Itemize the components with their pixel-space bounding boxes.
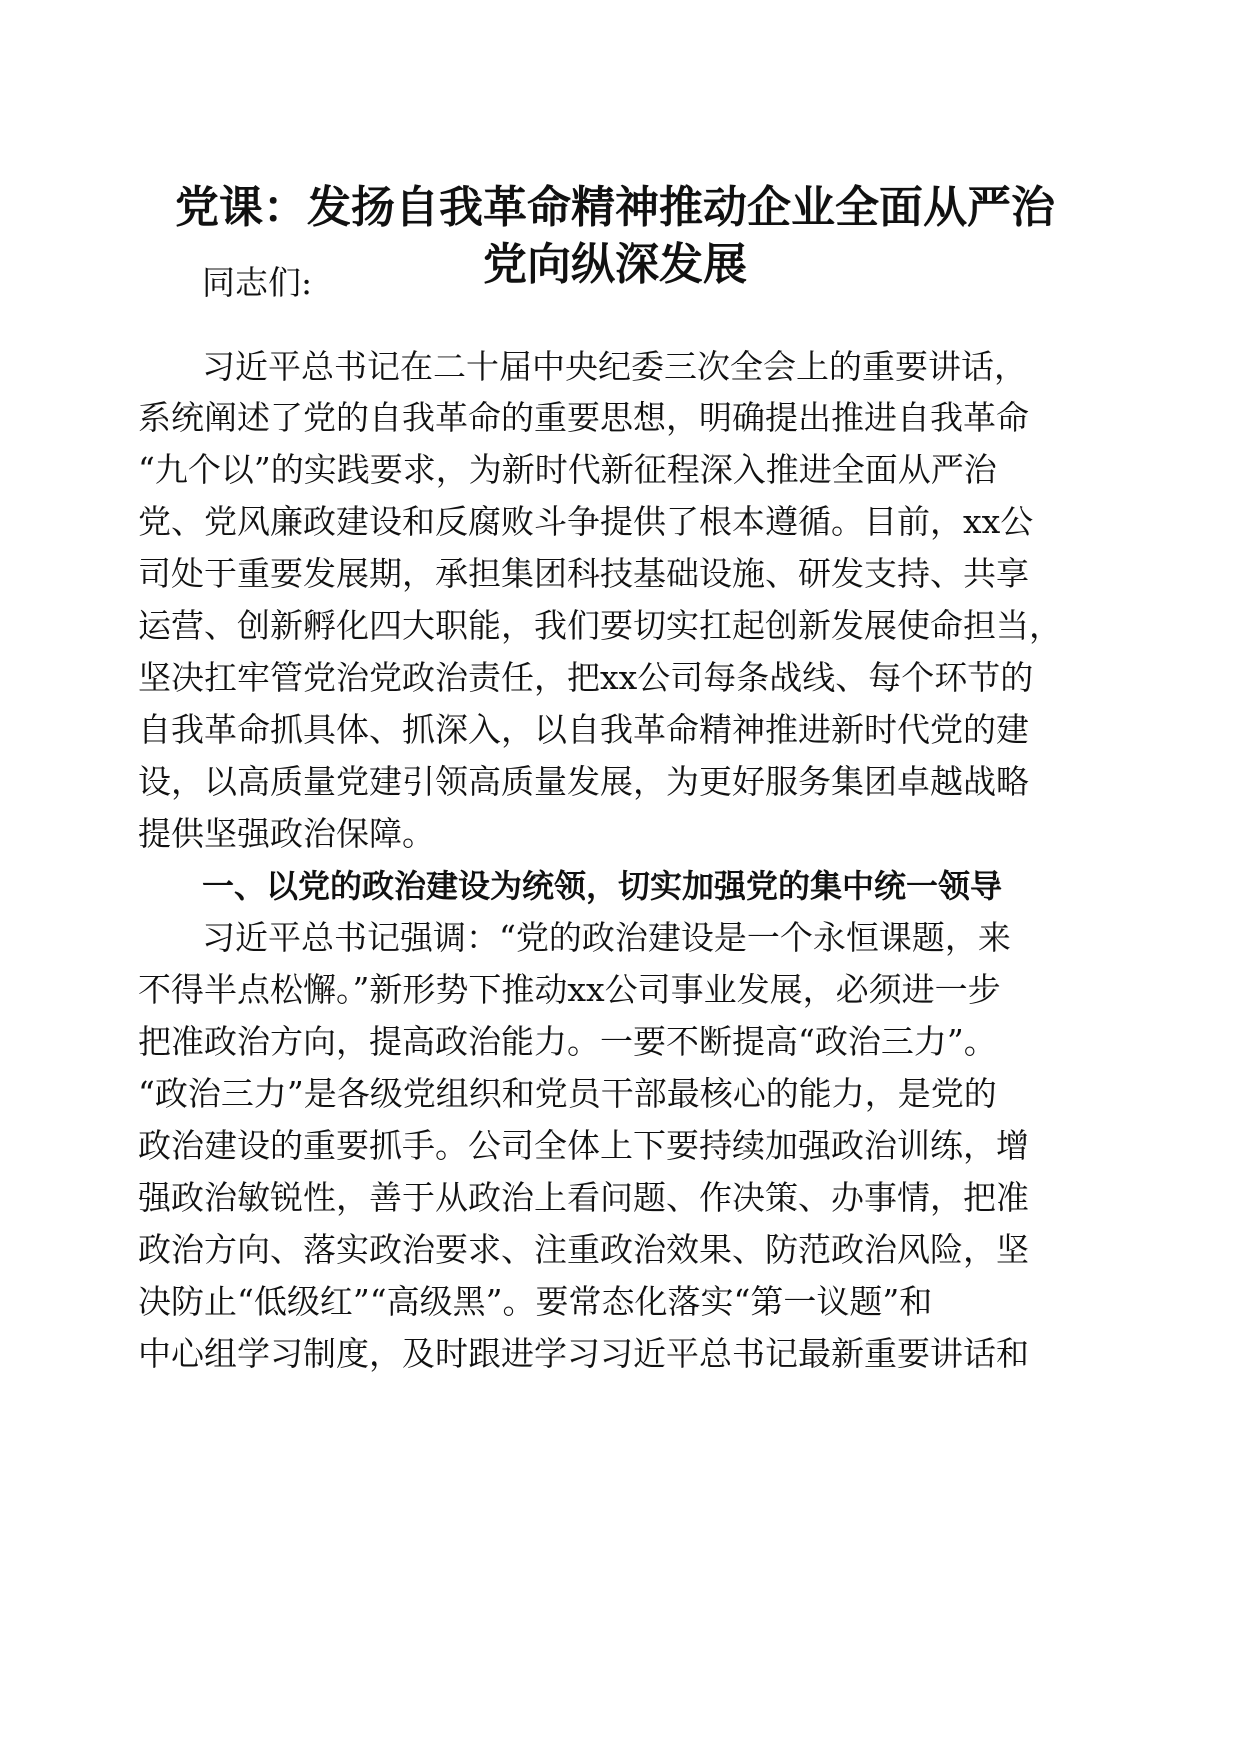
- salutation: 同志们:: [202, 263, 313, 302]
- body-line: 习近平总书记强调：“党的政治建设是一个永恒课题，来: [202, 918, 1011, 957]
- body-line: 决防止“低级红”“高级黑”。要常态化落实“第一议题”和: [138, 1282, 933, 1321]
- intro-line: 提供坚强政治保障。: [138, 814, 435, 853]
- intro-line: 自我革命抓具体、抓深入，以自我革命精神推进新时代党的建: [138, 710, 1029, 749]
- body-line: 政治建设的重要抓手。公司全体上下要持续加强政治训练，增: [138, 1126, 1029, 1165]
- intro-line: 习近平总书记在二十届中央纪委三次全会上的重要讲话，: [202, 347, 1027, 386]
- body-line: “政治三力”是各级党组织和党员干部最核心的能力，是党的: [138, 1074, 997, 1113]
- intro-line: 党、党风廉政建设和反腐败斗争提供了根本遵循。目前，xx公: [138, 502, 1034, 541]
- intro-line: 司处于重要发展期，承担集团科技基础设施、研发支持、共享: [138, 554, 1029, 593]
- body-line: 中心组学习制度，及时跟进学习习近平总书记最新重要讲话和: [138, 1334, 1029, 1373]
- body-line: 把准政治方向，提高政治能力。一要不断提高“政治三力”。: [138, 1022, 997, 1061]
- body-line: 强政治敏锐性，善于从政治上看问题、作决策、办事情，把准: [138, 1178, 1029, 1217]
- intro-line: 坚决扛牢管党治党政治责任，把xx公司每条战线、每个环节的: [138, 658, 1034, 697]
- body-line: 不得半点松懈。”新形势下推动xx公司事业发展，必须进一步: [138, 970, 1001, 1009]
- body-line: 政治方向、落实政治要求、注重政治效果、防范政治风险，坚: [138, 1230, 1029, 1269]
- intro-line: 系统阐述了党的自我革命的重要思想，明确提出推进自我革命: [138, 398, 1029, 437]
- document-title-line-2: 党向纵深发展: [483, 239, 747, 290]
- intro-line: 设，以高质量党建引领高质量发展，为更好服务集团卓越战略: [138, 762, 1029, 801]
- document-title-line-1: 党课：发扬自我革命精神推动企业全面从严治: [175, 182, 1055, 233]
- section-heading: 一、以党的政治建设为统领，切实加强党的集中统一领导: [202, 867, 1003, 905]
- intro-line: “九个以”的实践要求，为新时代新征程深入推进全面从严治: [138, 450, 997, 489]
- intro-line: 运营、创新孵化四大职能，我们要切实扛起创新发展使命担当，: [138, 606, 1062, 645]
